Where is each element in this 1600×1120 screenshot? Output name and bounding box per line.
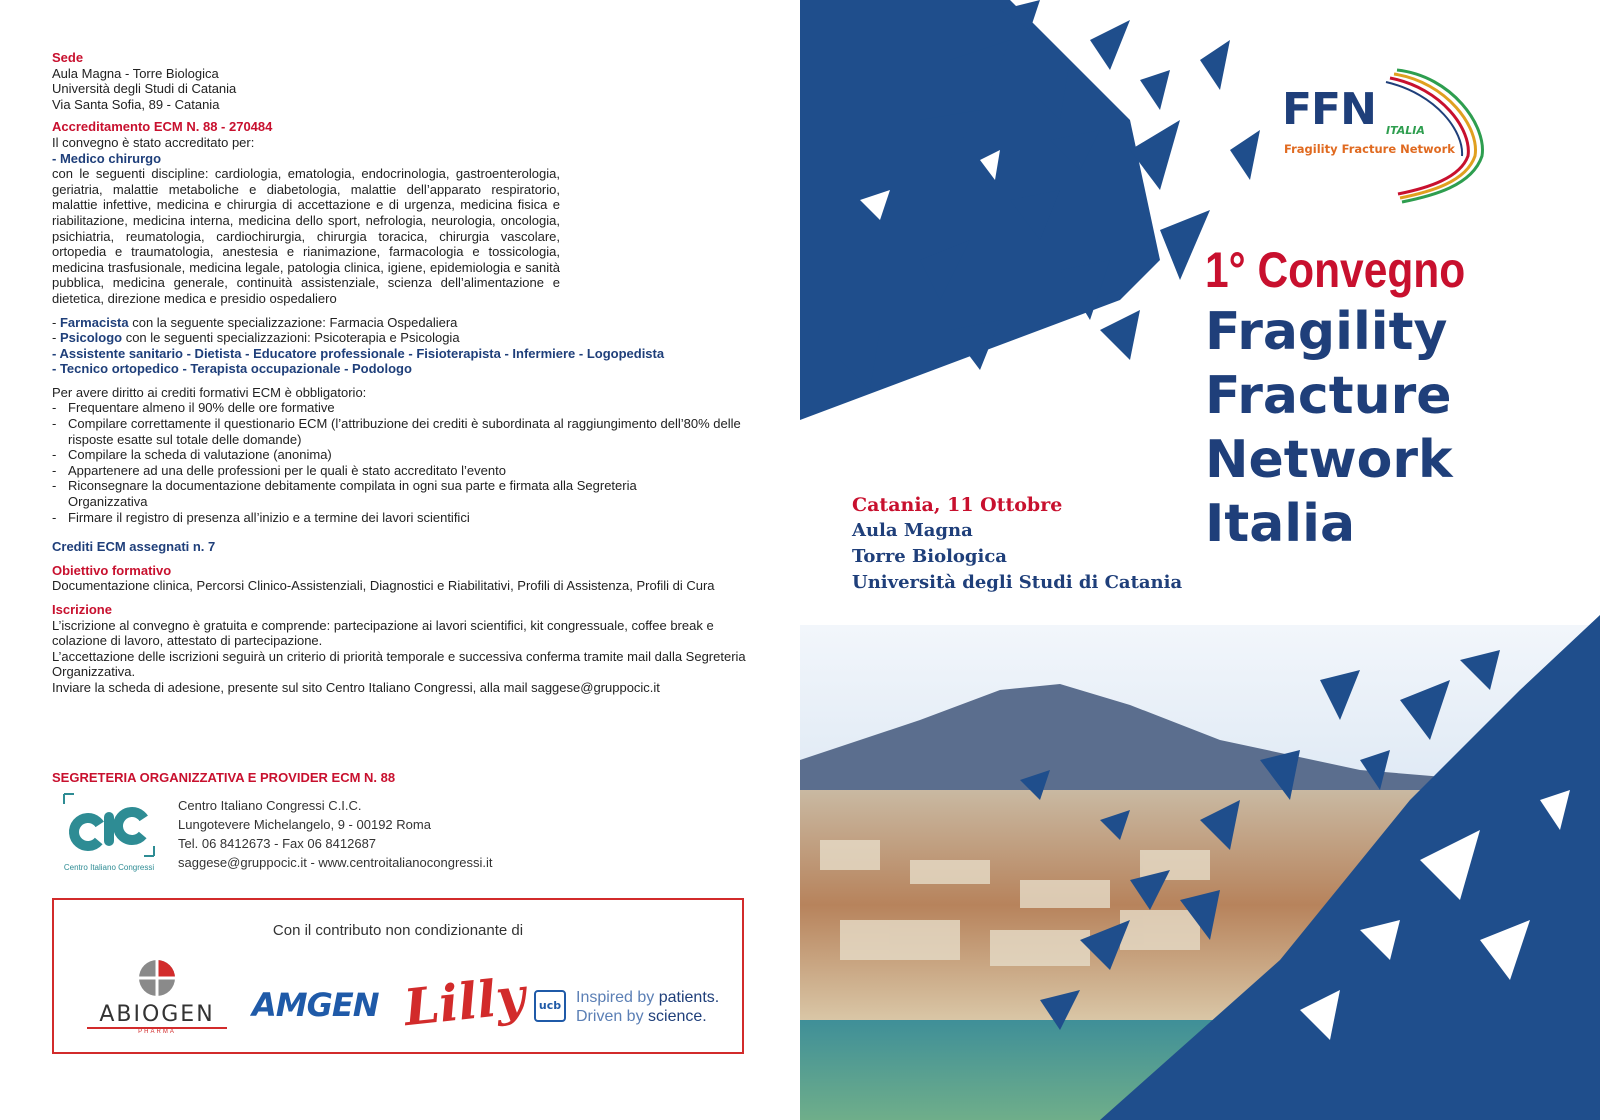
address-line: saggese@gruppocic.it - www.centroitalianocongressi.it: [178, 855, 493, 870]
list-item: - Frequentare almeno il 90% delle ore formative: [52, 400, 752, 416]
list-item: - Appartenere ad una delle professioni per le quali è stato accreditato l’evento: [52, 463, 752, 479]
cic-logo-caption: Centro Italiano Congressi: [63, 863, 155, 872]
ucb-logo-icon: [534, 990, 566, 1022]
discipline-text: con le seguenti discipline: cardiologia, ematologia, endocrinologia, gastroenterologia, geriatria, malattie metaboliche e diabetologia, malattie dell’apparato respiratorio, malattie infettive, medicina e chirurgia di accettazione e di urgenza, medicina fisica e riabilitazione, medicina interna, medicina dello sport, nefrologia, neurologia, oncologia, psichiatria, reumatologia, cardiochirurgia, chirurgia toracica, chirurgia vascolare, ortopedia e traumatologia, anestesia e rianimazione, farmacologia e tossicologia, medicina trasfusionale, medicina legale, patologia clinica, igiene, epidemiologia e sanità pubblica, medicina generale, continuità assistenziale, scienza dell’alimentazione e dietetica, direzione medica e presidio ospedaliero: [52, 166, 560, 306]
address-line: Tel. 06 8412673 - Fax 06 8412687: [178, 836, 377, 851]
event-line: Università degli Studi di Catania: [852, 572, 1183, 593]
title-line: Fracture: [1205, 366, 1452, 426]
event-date: Catania, 11 Ottobre: [852, 494, 1063, 516]
list-item: - Compilare correttamente il questionario ECM (l’attribuzione dei crediti è subordinata al raggiungimento dell’80% delle risposte esatte sul totale delle domande): [52, 416, 752, 447]
cic-logo-icon: [60, 792, 158, 858]
professions-line: - Tecnico ortopedico - Terapista occupazionale - Podologo: [52, 361, 412, 377]
title-line: Fragility: [1205, 302, 1448, 362]
psicologo-line: - Psicologo con le seguenti specializzazioni: Psicoterapia e Psicologia: [52, 330, 460, 346]
segreteria-section: [52, 770, 752, 872]
sponsor-box: [52, 898, 744, 1054]
segreteria-address: [178, 796, 493, 872]
requisiti-list: [52, 400, 752, 525]
address-line: Lungotevere Michelangelo, 9 - 00192 Roma: [178, 817, 431, 832]
accreditamento-heading: Accreditamento ECM N. 88 - 270484: [52, 119, 273, 135]
sponsor-heading: Con il contributo non condizionante di: [272, 922, 524, 939]
iscrizione-text: L’iscrizione al convegno è gratuita e comprende: partecipazione ai lavori scientifici, kit congressuale, coffee break e colazione di lavoro, attestato di partecipazione.: [52, 617, 714, 649]
ffn-text: FFN: [1282, 84, 1376, 135]
iscrizione-heading: Iscrizione: [52, 602, 112, 617]
event-info: [852, 492, 1182, 596]
farmacista-label: Farmacista: [59, 314, 129, 330]
amgen-logo: AMGEN: [252, 986, 379, 1024]
abiogen-sub: PHARMA: [87, 1027, 227, 1035]
lilly-logo: Lilly: [401, 965, 528, 1038]
ucb-text-strong: science.: [648, 1008, 707, 1025]
obiettivo-text: Documentazione clinica, Percorsi Clinico-Assistenziali, Diagnostici e Riabilitativi, Profili di Assistenza, Profili di Cura: [52, 578, 715, 594]
abiogen-icon: [137, 958, 177, 998]
iscrizione-text: L’accettazione delle iscrizioni seguirà un criterio di priorità temporale e successiva conferma tramite mail dalla Segreteria Organizzativa.: [52, 648, 746, 680]
ffn-italia: ITALIA: [1386, 124, 1425, 137]
sede-line: Università degli Studi di Catania: [52, 81, 237, 97]
obiettivo-heading: Obiettivo formativo: [52, 562, 172, 578]
medico-label: - Medico chirurgo: [52, 150, 162, 166]
info-column: [52, 50, 752, 696]
psicologo-text: con le seguenti specializzazioni: Psicoterapia e Psicologia: [122, 330, 460, 346]
professions-line: - Assistente sanitario - Dietista - Educatore professionale - Fisioterapista - Infermiere - Logopedista: [52, 345, 665, 361]
accreditamento-intro: Il convegno è stato accreditato per:: [52, 134, 255, 150]
list-item: - Riconsegnare la documentazione debitamente compilata in ogni sua parte e firmata alla Segreteria Organizzativa: [52, 478, 648, 509]
event-line: Torre Biologica: [852, 546, 1007, 567]
ucb-text: Driven by: [576, 1008, 649, 1025]
title-block: [1205, 240, 1511, 556]
list-item: - Firmare il registro di presenza all’inizio e a termine dei lavori scientifici: [52, 510, 752, 526]
crediti-text: Crediti ECM assegnati n. 7: [52, 539, 216, 555]
ucb-text: Inspired by: [576, 989, 659, 1006]
ffn-logo: [1282, 66, 1502, 206]
sede-line: Aula Magna - Torre Biologica: [52, 65, 219, 81]
farmacista-line: - Farmacista con la seguente specializzazione: Farmacia Ospedaliera: [52, 314, 458, 330]
abiogen-logo: [82, 958, 232, 1035]
requisiti-intro: Per avere diritto ai crediti formativi ECM è obbligatorio:: [52, 384, 367, 400]
ucb-mark: ucb: [538, 999, 562, 1012]
farmacista-text: con la seguente specializzazione: Farmacia Ospedaliera: [128, 314, 458, 330]
title-line: Italia: [1205, 494, 1356, 554]
address-line: Centro Italiano Congressi C.I.C.: [178, 798, 362, 813]
ffn-network: Fragility Fracture Network: [1284, 142, 1455, 156]
title-line: Network: [1205, 430, 1453, 490]
convegno-title: 1° Convegno: [1205, 242, 1466, 298]
cic-logo: [60, 792, 158, 872]
list-item: - Compilare la scheda di valutazione (anonima): [52, 447, 752, 463]
sede-heading: Sede: [52, 50, 84, 65]
ucb-tagline: [576, 988, 719, 1026]
event-line: Aula Magna: [852, 520, 973, 541]
sede-line: Via Santa Sofia, 89 - Catania: [52, 96, 220, 112]
ucb-text-strong: patients.: [658, 989, 720, 1006]
iscrizione-text: Inviare la scheda di adesione, presente sul sito Centro Italiano Congressi, alla mail saggese@gruppocic.it: [52, 679, 660, 695]
psicologo-label: Psicologo: [59, 330, 123, 346]
segreteria-heading: SEGRETERIA ORGANIZZATIVA E PROVIDER ECM N. 88: [52, 770, 396, 785]
abiogen-text: ABIOGEN: [99, 1002, 215, 1027]
